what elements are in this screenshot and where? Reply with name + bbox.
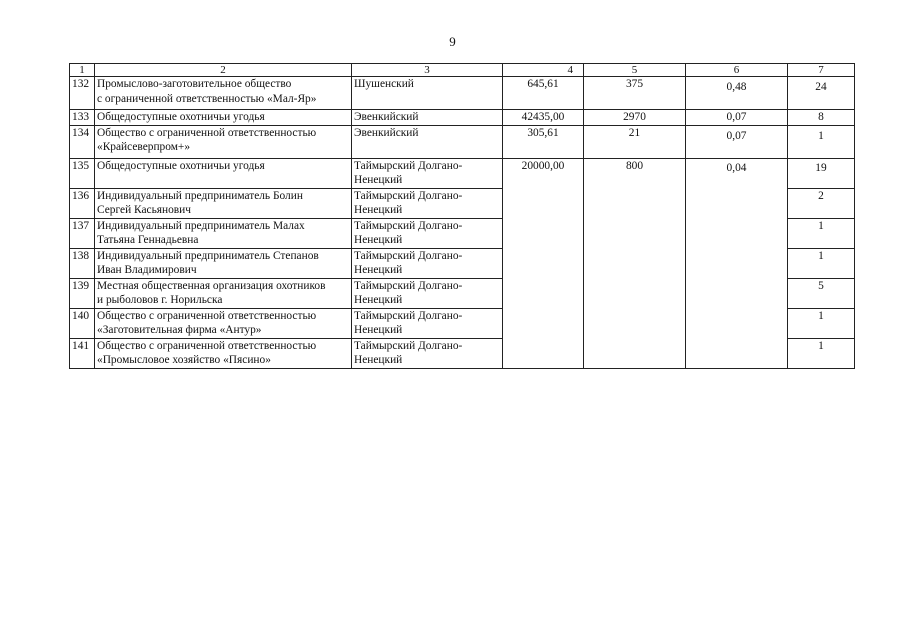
col7-value: 1 [788,248,855,278]
owner-name: Промыслово-заготовительное общество с ограниченной ответственностью «Мал-Яр» [95,77,352,110]
row-number: 132 [70,77,95,110]
table-row [70,125,855,158]
row-number: 135 [70,158,95,188]
area-value: 42435,00 [503,110,584,126]
area-value: 305,61 [503,125,584,158]
col7-value: 8 [788,110,855,126]
table-row [70,158,855,188]
col7-value: 2 [788,188,855,218]
table-row [70,110,855,126]
district: Таймырский Долгано- Ненецкий [352,218,503,248]
owner-name: Индивидуальный предприниматель Болин Сергей Касьянович [95,188,352,218]
row-number: 133 [70,110,95,126]
header-cell: 7 [788,64,855,77]
row-number: 140 [70,308,95,338]
owner-name: Индивидуальный предприниматель Степанов Иван Владимирович [95,248,352,278]
district: Таймырский Долгано- Ненецкий [352,248,503,278]
owner-name: Общедоступные охотничьи угодья [95,110,352,126]
col6-value: 0,04 [686,158,788,368]
district: Таймырский Долгано- Ненецкий [352,158,503,188]
district: Шушенский [352,77,503,110]
col7-value: 1 [788,338,855,368]
row-number: 141 [70,338,95,368]
owner-name: Общество с ограниченной ответственностью «Заготовительная фирма «Антур» [95,308,352,338]
row-number: 139 [70,278,95,308]
area-value: 645,61 [503,77,584,110]
district: Таймырский Долгано- Ненецкий [352,188,503,218]
col5-value: 375 [584,77,686,110]
page-number: 9 [449,34,456,49]
district: Таймырский Долгано- Ненецкий [352,278,503,308]
row-number: 138 [70,248,95,278]
row-number: 137 [70,218,95,248]
owner-name: Общество с ограниченной ответственностью «Промысловое хозяйство «Пясино» [95,338,352,368]
row-number: 136 [70,188,95,218]
table-row [70,77,855,110]
col7-value: 5 [788,278,855,308]
owner-name: Индивидуальный предприниматель Малах Татьяна Геннадьевна [95,218,352,248]
col7-value: 24 [788,77,855,110]
header-cell: 5 [584,64,686,77]
header-cell: 3 [352,64,503,77]
col6-value: 0,07 [686,110,788,126]
owner-name: Местная общественная организация охотников и рыболовов г. Норильска [95,278,352,308]
col6-value: 0,48 [686,77,788,110]
header-cell: 6 [686,64,788,77]
district: Эвенкийский [352,125,503,158]
owner-name: Общество с ограниченной ответственностью «Крайсеверпром+» [95,125,352,158]
header-cell: 2 [95,64,352,77]
district: Таймырский Долгано- Ненецкий [352,338,503,368]
row-number: 134 [70,125,95,158]
district: Таймырский Долгано- Ненецкий [352,308,503,338]
header-cell: 1 [70,64,95,77]
hunting-grounds-table [69,63,855,369]
header-row [70,64,855,77]
owner-name: Общедоступные охотничьи угодья [95,158,352,188]
col7-value: 1 [788,308,855,338]
col5-value: 2970 [584,110,686,126]
area-value: 20000,00 [503,158,584,368]
col7-value: 1 [788,125,855,158]
col7-value: 1 [788,218,855,248]
district: Эвенкийский [352,110,503,126]
header-cell: 4 [503,64,584,77]
col7-value: 19 [788,158,855,188]
col6-value: 0,07 [686,125,788,158]
col5-value: 800 [584,158,686,368]
col5-value: 21 [584,125,686,158]
